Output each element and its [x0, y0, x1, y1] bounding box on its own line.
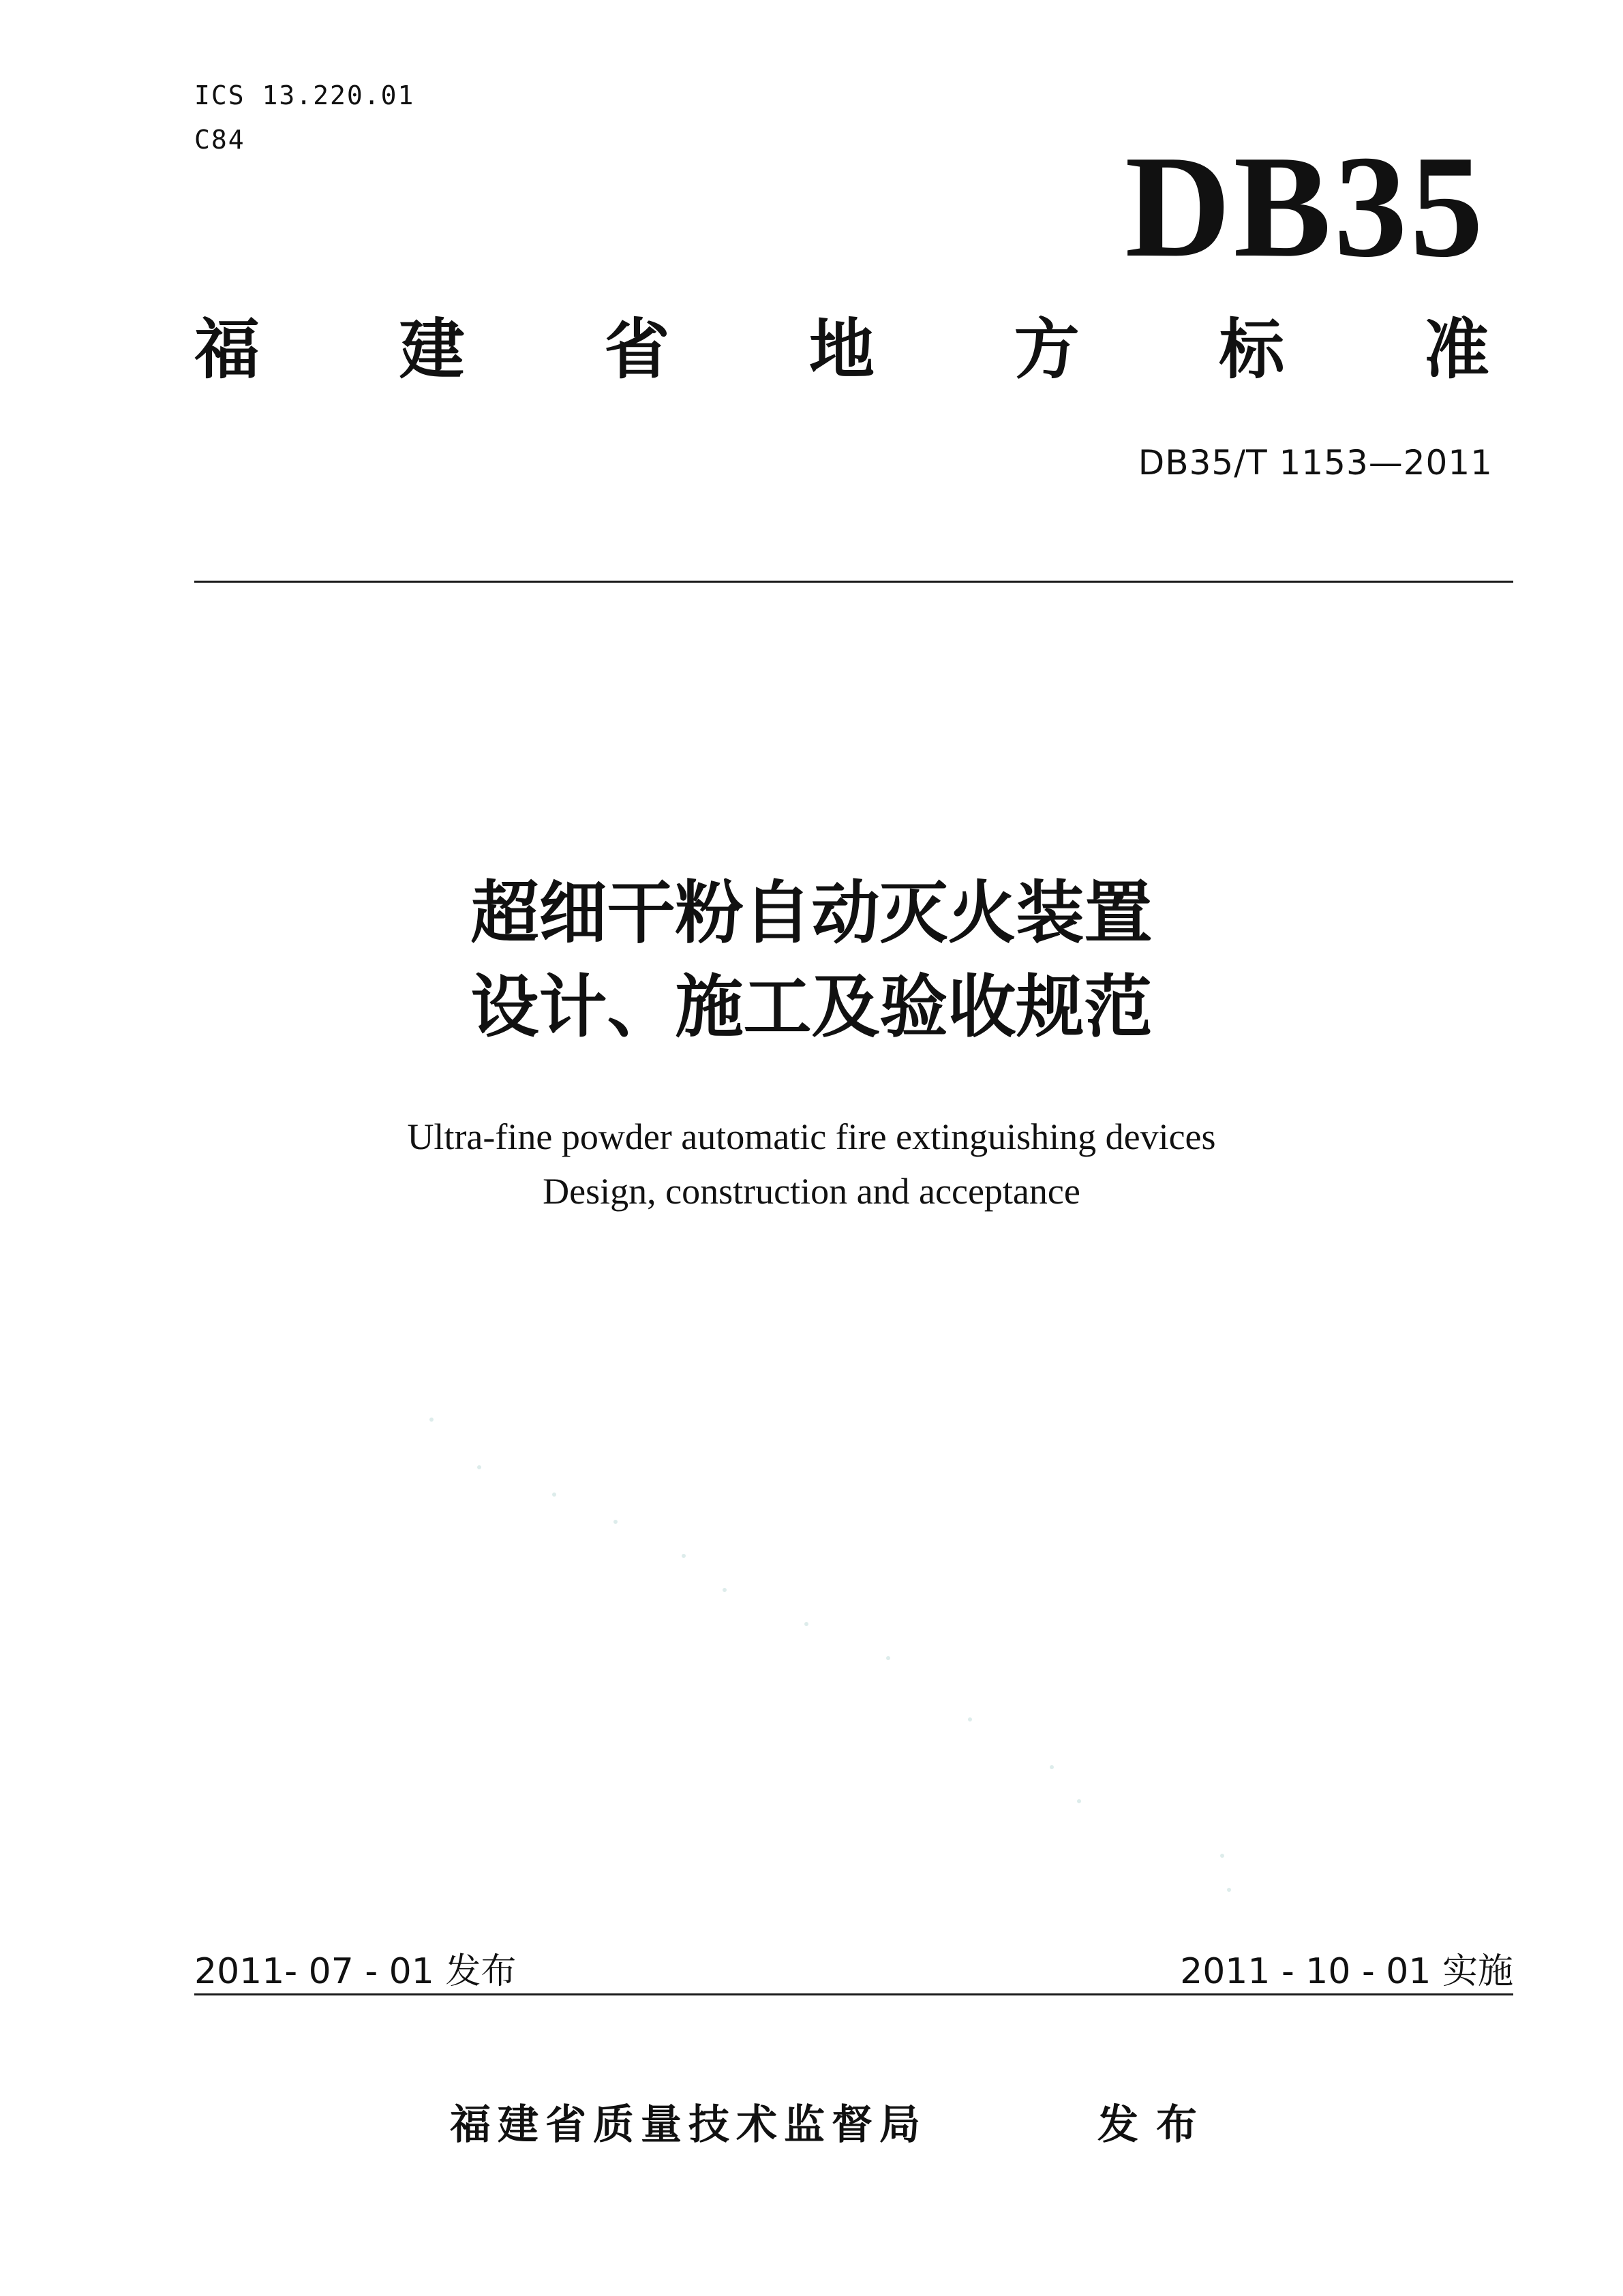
- issue-action: 发布: [1097, 2101, 1215, 2149]
- standard-type-char: 建: [399, 311, 465, 388]
- title-chinese: [0, 873, 1623, 1067]
- speck: [804, 1622, 808, 1626]
- speck: [1077, 1799, 1081, 1803]
- classification-code: C84: [194, 125, 245, 155]
- issue-date: 2011- 07 - 01 发布: [194, 1951, 517, 1992]
- standard-type-char: 准: [1423, 311, 1489, 388]
- speck: [886, 1656, 890, 1660]
- speck: [613, 1520, 618, 1524]
- standard-number: DB35/T 1153—2011: [1138, 443, 1493, 483]
- speck: [1227, 1888, 1231, 1892]
- standard-type-char: 福: [194, 311, 260, 388]
- speck: [682, 1554, 686, 1558]
- speck: [477, 1465, 481, 1469]
- speck: [429, 1418, 434, 1422]
- speck: [552, 1493, 556, 1497]
- standard-type-heading: [194, 311, 1489, 388]
- speck: [723, 1588, 727, 1592]
- header-divider: [194, 581, 1513, 583]
- standard-type-char: 方: [1014, 311, 1080, 388]
- implementation-date: 2011 - 10 - 01 实施: [1180, 1951, 1513, 1992]
- title-english-line: Ultra-fine powder automatic fire extinguishing devices: [407, 1116, 1216, 1157]
- speck: [968, 1717, 972, 1721]
- ics-code: ICS 13.220.01: [194, 80, 415, 110]
- title-chinese-line: 超细干粉自动灭火装置: [470, 873, 1153, 953]
- speck: [1050, 1765, 1054, 1769]
- standard-type-char: 标: [1219, 311, 1285, 388]
- standard-type-char: 省: [604, 311, 670, 388]
- issuing-authority: 福建省质量技术监督局: [450, 2101, 927, 2149]
- footer-divider: [194, 1993, 1513, 1995]
- standard-type-char: 地: [808, 311, 875, 388]
- speck: [1220, 1854, 1224, 1858]
- title-english-line: Design, construction and acceptance: [543, 1171, 1080, 1212]
- standard-mark: DB35: [1125, 125, 1486, 288]
- title-chinese-line: 设计、施工及验收规范: [470, 967, 1153, 1047]
- title-english: [0, 1109, 1623, 1219]
